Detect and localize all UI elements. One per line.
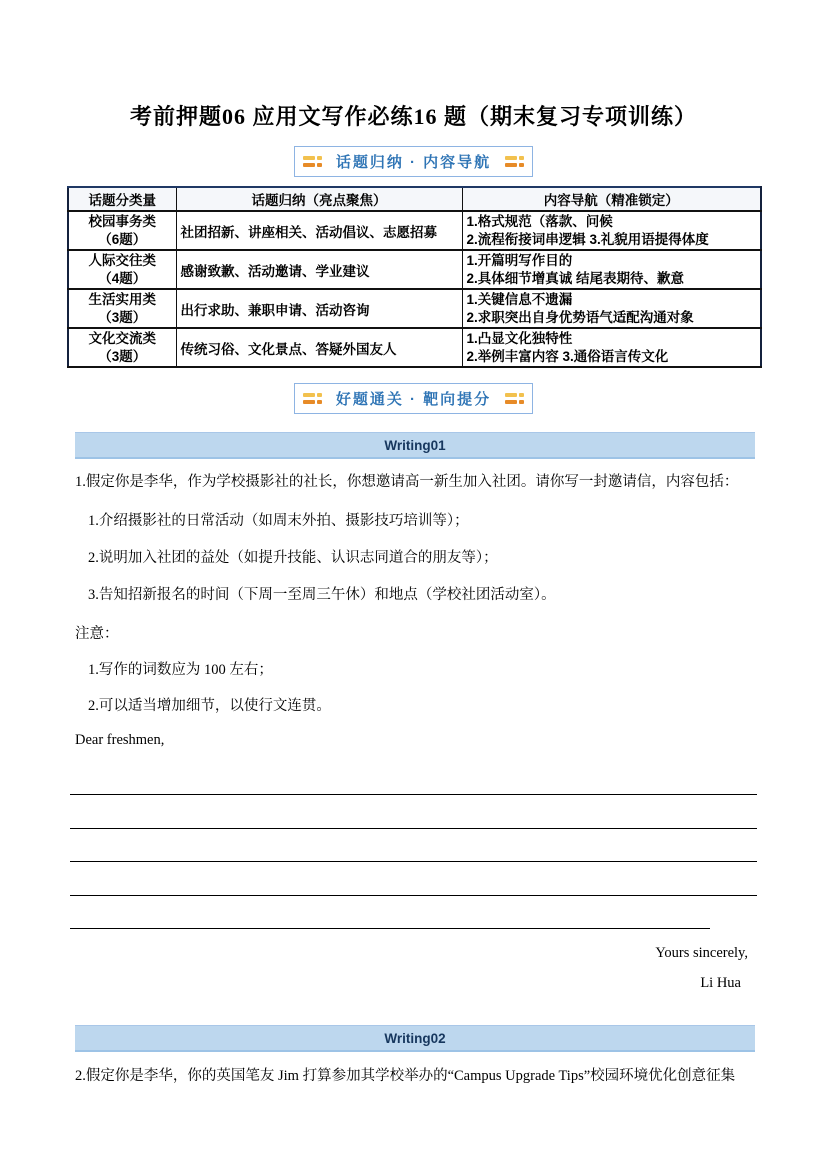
answer-area	[0, 762, 827, 930]
writing01-header-bar: Writing01	[75, 432, 755, 459]
writing02-prompt: 2.假定你是李华，你的英国笔友 Jim 打算参加其学校举办的“Campus Upgrade Tips”校园环境优化创意征集	[75, 1068, 736, 1085]
gold-bars-icon	[303, 156, 322, 167]
topic-nav-badge	[294, 146, 533, 177]
write-line[interactable]	[70, 896, 710, 930]
topics-cell: 社团招新、讲座相关、活动倡议、志愿招募	[176, 211, 462, 250]
category-cell: 人际交往类 （4题）	[68, 250, 176, 289]
header-topics: 话题归纳（亮点聚焦）	[176, 187, 462, 211]
table-row	[68, 328, 761, 367]
page-title: 考前押题06 应用文写作必练16 题（期末复习专项训练）	[129, 104, 697, 129]
header-category: 话题分类量	[68, 187, 176, 211]
gold-bars-icon	[505, 156, 524, 167]
category-cell: 文化交流类 （3题）	[68, 328, 176, 367]
category-cell: 校园事务类 （6题）	[68, 211, 176, 250]
table-row	[68, 289, 761, 328]
note-item: 1.写作的词数应为 100 左右；	[88, 661, 273, 678]
badge-label: 话题归纳 · 内容导航	[335, 154, 492, 171]
prompt-point: 1.介绍摄影社的日常活动（如周末外拍、摄影技巧培训等）；	[88, 512, 469, 529]
nav-cell: 1.凸显文化独特性 2.举例丰富内容 3.通俗语言传文化	[462, 328, 761, 367]
nav-cell: 1.关键信息不遗漏 2.求职突出自身优势语气适配沟通对象	[462, 289, 761, 328]
write-line[interactable]	[70, 795, 757, 829]
signature: Li Hua	[700, 975, 741, 992]
salutation: Dear freshmen,	[75, 731, 165, 748]
note-item: 2.可以适当增加细节，以使行文连贯。	[88, 697, 331, 714]
nav-cell: 1.格式规范（落款、问候 2.流程衔接词串逻辑 3.礼貌用语提得体度	[462, 211, 761, 250]
prompt-point: 3.告知招新报名的时间（下周一至周三午休）和地点（学校社团活动室）。	[88, 586, 556, 603]
category-cell: 生活实用类 （3题）	[68, 289, 176, 328]
practice-badge	[294, 383, 533, 414]
table-header-row	[68, 187, 761, 211]
table-row	[68, 211, 761, 250]
practice-badge-row	[0, 368, 827, 414]
gold-bars-icon	[505, 393, 524, 404]
topics-cell: 传统习俗、文化景点、答疑外国友人	[176, 328, 462, 367]
topic-nav-badge-row	[0, 131, 827, 177]
write-line[interactable]	[70, 862, 757, 896]
prompt-point: 2.说明加入社团的益处（如提升技能、认识志同道合的朋友等）；	[88, 549, 498, 566]
write-line[interactable]	[70, 762, 757, 796]
topics-cell: 感谢致歉、活动邀请、学业建议	[176, 250, 462, 289]
topic-summary-table	[67, 186, 762, 368]
table-row	[68, 250, 761, 289]
closing: Yours sincerely,	[655, 945, 748, 962]
notes-label: 注意：	[75, 625, 119, 642]
header-nav: 内容导航（精准锁定）	[462, 187, 761, 211]
nav-cell: 1.开篇明写作目的 2.具体细节增真诚 结尾表期待、歉意	[462, 250, 761, 289]
write-line[interactable]	[70, 829, 757, 863]
writing01-prompt: 1.假定你是李华，作为学校摄影社的社长，你想邀请高一新生加入社团。请你写一封邀请信，内容包括：	[75, 474, 739, 491]
badge-label: 好题通关 · 靶向提分	[335, 391, 492, 409]
writing02-header-bar: Writing02	[75, 1025, 755, 1052]
topics-cell: 出行求助、兼职申请、活动咨询	[176, 289, 462, 328]
gold-bars-icon	[303, 393, 322, 404]
